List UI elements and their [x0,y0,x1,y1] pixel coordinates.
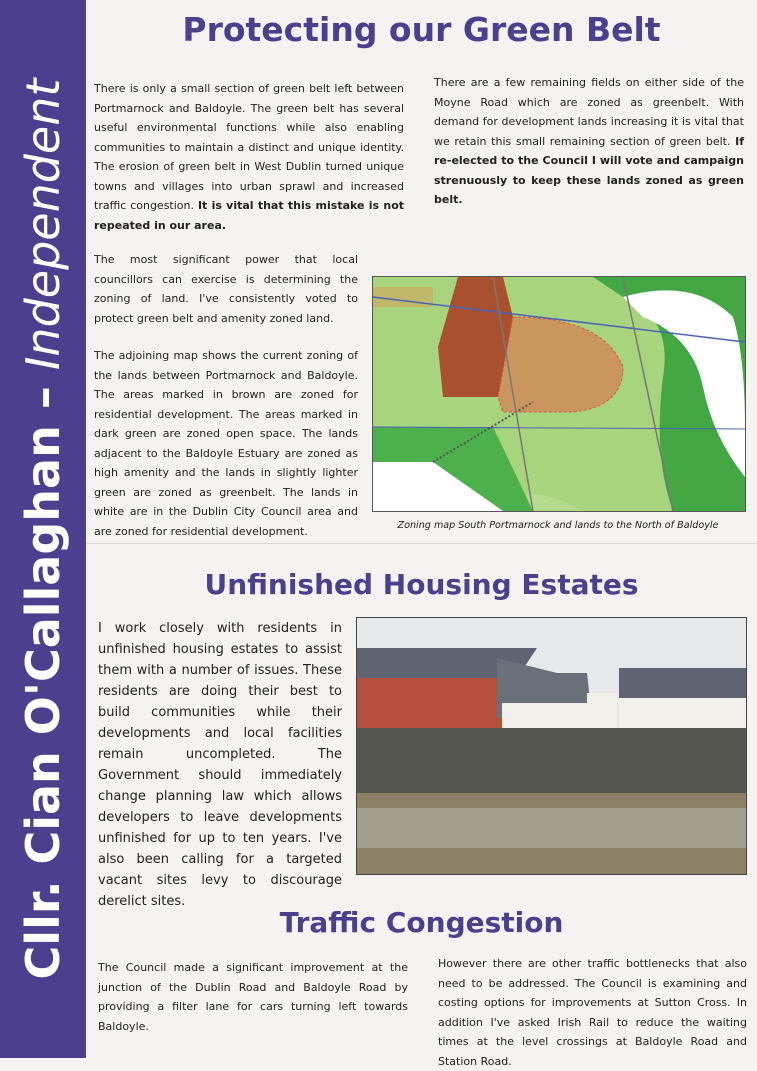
zoning-map [372,276,746,512]
zoning-map-caption: Zoning map South Portmarnock and lands to the North of Baldoyle [397,520,719,531]
housing-heading: Unfinished Housing Estates [204,568,639,601]
green-belt-col2-text: There are a few remaining fields on either side of the Moyne Road which are zoned as greenbelt. With demand for development lands increasing it is vital that we retain this small remaining section of green belt. [434,76,744,148]
sidebar-banner [0,0,86,1058]
green-belt-col2-paragraph [434,73,744,210]
green-belt-col2-emphasis: If re-elected to the Council I will vote and campaign strenuously to keep these lands zoned as green belt. [434,134,745,206]
green-belt-col1-emphasis: It is vital that this mistake is not repeated in our area. [94,199,405,232]
traffic-col2-paragraph: However there are other traffic bottlenecks that also need to be addressed. The Council is examining and costing options for improvements at Sutton Cross. In addition I've asked Irish Rail to reduce the waiting times at the level crossings at Baldoyle Road and Station Road. [438,957,747,1068]
traffic-heading: Traffic Congestion [279,906,564,939]
green-belt-col1-paragraph [94,79,404,235]
zoning-map-graphic [373,277,745,511]
green-belt-col1-text: There is only a small section of green belt left between Portmarnock and Baldoyle. The green belt has several useful environmental functions while also enabling communities to maintain a distinct and unique identity. The erosion of green belt in West Dublin turned unique towns and villages into urban sprawl and increased traffic congestion. [94,82,404,212]
sidebar-vertical-text [16,9,70,1049]
zoning-map-description: The adjoining map shows the current zoning of the lands between Portmarnock and Baldoyle. The areas marked in brown are zoned for residential development. The areas marked in dark green are zoned open space. The lands adjacent to the Baldoyle Estuary are zoned as high amenity and the lands in slightly lighter green are zoned as greenbelt. The lands in white are in the Dublin City Council area and are zoned for residential development. [94,349,358,538]
page-fold-line [86,543,757,544]
housing-paragraph: I work closely with residents in unfinished housing estates to assist them with a number of issues. These residents are doing their best to build communities while their developments and local facilities remain uncompleted. The Government should immediately change planning law which allows developers to leave developments unfinished for up to ten years. I've also been calling for a targeted vacant sites levy to discourage derelict sites. [98,621,342,909]
zoning-power-paragraph: The most significant power that local councillors can exercise is determining the zoning of land. I've consistently voted to protect green belt and amenity zoned land. [94,253,358,325]
housing-estate-photo-graphic [357,618,746,874]
candidate-tagline: Independent [16,78,70,371]
traffic-col1-paragraph: The Council made a significant improvement at the junction of the Dublin Road and Baldoyle Road by providing a filter lane for cars turning left towards Baldoyle. [98,961,408,1033]
housing-estate-photo [356,617,747,875]
green-belt-heading: Protecting our Green Belt [182,10,661,49]
name-separator: – [16,370,70,426]
candidate-name: Cllr. Cian O'Callaghan [16,425,70,980]
